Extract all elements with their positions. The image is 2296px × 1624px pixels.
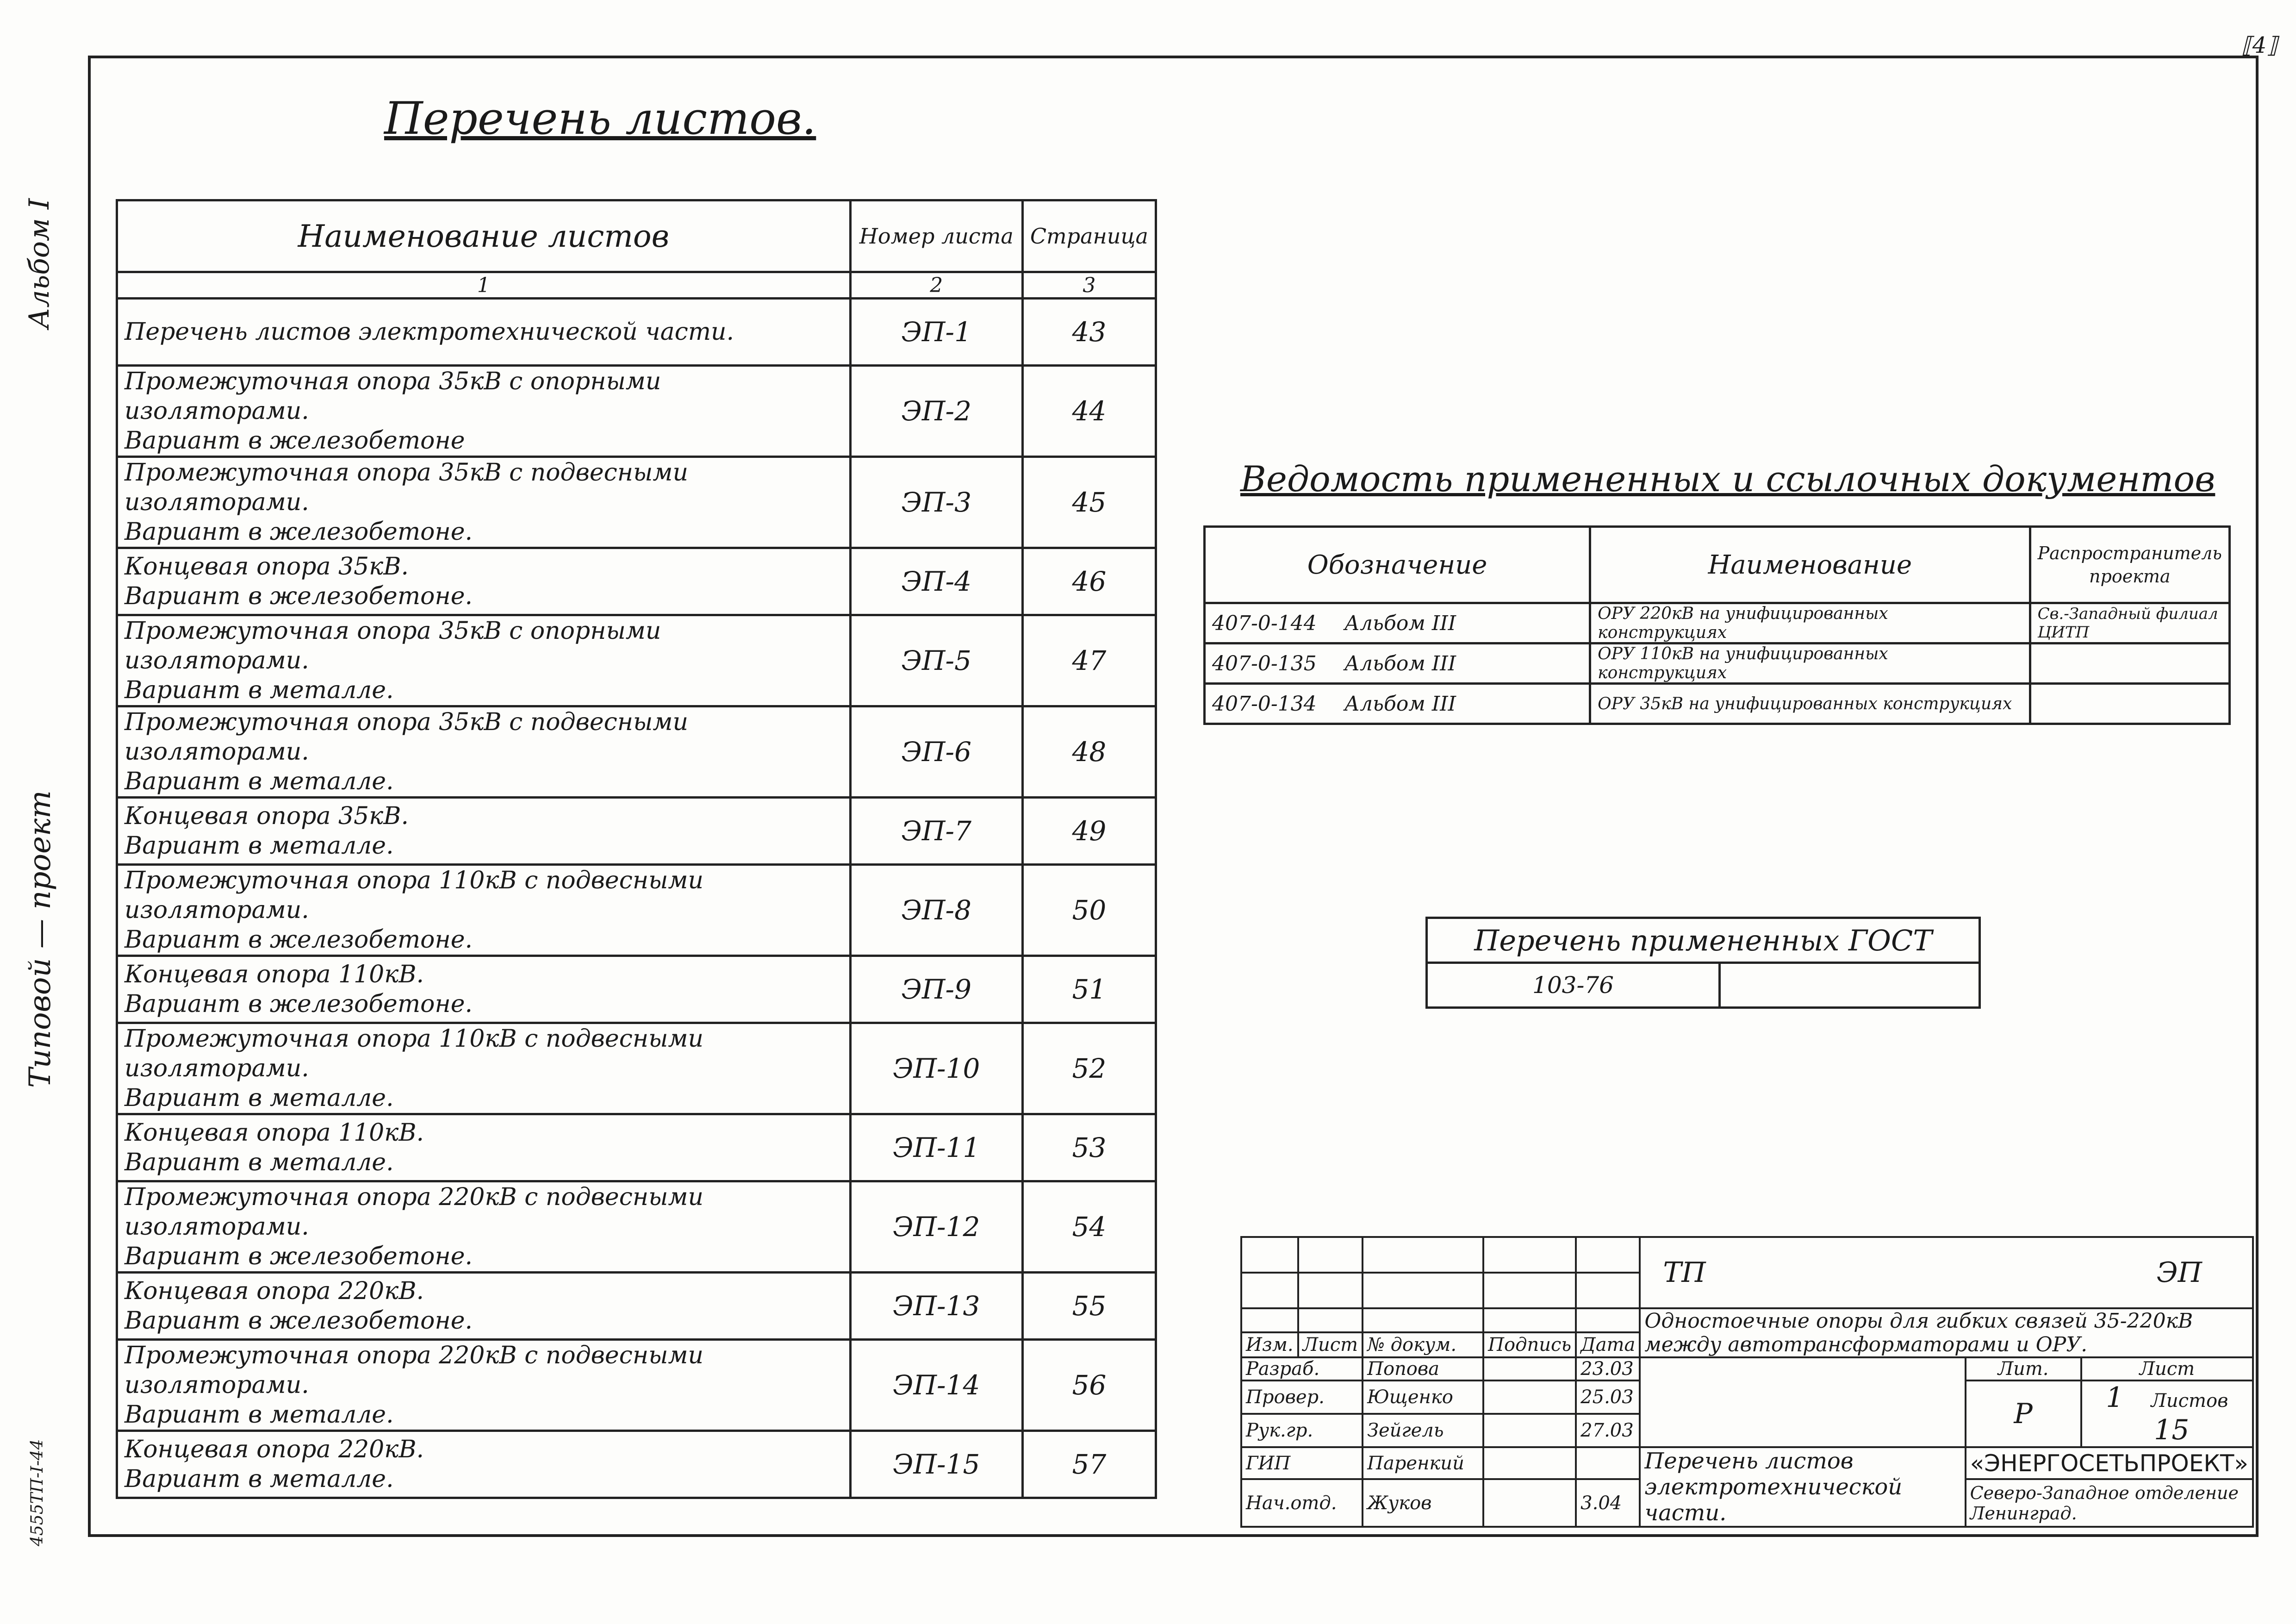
doc-album: Альбом III [1344, 692, 1456, 716]
staff-name: Ющенко [1363, 1380, 1483, 1414]
sheet-number: ЭП-13 [850, 1273, 1022, 1340]
margin-labels [23, 51, 65, 1546]
sheet-name-line1: Промежуточная опора 35кВ с подвесными изоляторами. [124, 459, 688, 516]
doc-row [1205, 603, 2230, 643]
staff-date: 25.03 [1576, 1380, 1640, 1414]
sheets-table [116, 199, 1157, 1499]
sheet-row [117, 706, 1156, 798]
sheet-name-line1: Концевая опора 35кВ. [124, 553, 409, 581]
sheet-name-line2: Вариант в металле. [124, 676, 394, 704]
staff-name: Попова [1363, 1357, 1483, 1380]
gost-empty-cell [1720, 963, 1980, 1008]
staff-signature [1483, 1380, 1576, 1414]
doc-distributor [2030, 684, 2229, 724]
doc-row [1205, 684, 2230, 724]
code-label: 4555ТП-I-44 [28, 1439, 47, 1546]
sheet-name-line2: Вариант в железобетоне. [124, 990, 473, 1018]
docs-header-code: Обозначение [1205, 527, 1590, 603]
staff-signature [1483, 1414, 1576, 1447]
lit-label: Лит. [1966, 1357, 2081, 1380]
sheet-page: 52 [1022, 1023, 1156, 1114]
stamp-col-label: Подпись [1483, 1332, 1576, 1357]
doc-name: ОРУ 110кВ на унифицированных конструкциях [1590, 643, 2030, 684]
sheet-name [117, 956, 851, 1023]
gost-title: Перечень примененных ГОСТ [1427, 918, 1980, 963]
album-label: Альбом I [23, 198, 56, 329]
sheet-page: 46 [1022, 548, 1156, 615]
sheet-page: 48 [1022, 706, 1156, 798]
sheet-name-line1: Концевая опора 110кВ. [124, 961, 424, 988]
sheet-value [2081, 1380, 2253, 1447]
stamp-col-label: № докум. [1363, 1332, 1483, 1357]
sheet-page: 43 [1022, 299, 1156, 366]
page-title: Перечень листов. [384, 93, 816, 144]
header-page: Страница [1022, 200, 1156, 272]
staff-role: ГИП [1241, 1447, 1363, 1479]
sheet-row [117, 956, 1156, 1023]
corner-mark: ⟦4⟧ [2241, 32, 2277, 58]
sheet-name-line1: Промежуточная опора 110кВ с подвесными изоляторами. [124, 867, 704, 924]
staff-name: Паренкий [1363, 1447, 1483, 1479]
lit-value: Р [1966, 1380, 2081, 1447]
doc-row [1205, 643, 2230, 684]
sheet-row [117, 299, 1156, 366]
sheet-number: ЭП-7 [850, 798, 1022, 865]
staff-role: Рук.гр. [1241, 1414, 1363, 1447]
staff-date: 27.03 [1576, 1414, 1640, 1447]
doc-code: 407-0-144 [1212, 611, 1317, 635]
sheet-title: Перечень листов электротехнической части. [1640, 1447, 1965, 1527]
sheet-name-line2: Вариант в металле. [124, 1465, 394, 1493]
sheet-name-line1: Перечень листов электротехнической части. [124, 318, 734, 346]
org-branch: Северо-Западное отделение Ленинград. [1966, 1479, 2253, 1527]
sheet-page: 57 [1022, 1431, 1156, 1498]
stamp-code: ТП [1663, 1256, 1706, 1289]
sheet-name-line1: Концевая опора 110кВ. [124, 1119, 424, 1147]
doc-name: ОРУ 220кВ на унифицированных конструкциях [1590, 603, 2030, 643]
header-name: Наименование листов [117, 200, 851, 272]
sheet-number: ЭП-14 [850, 1340, 1022, 1431]
sheet-name-line2: Вариант в железобетоне. [124, 582, 473, 610]
sheet-name [117, 1431, 851, 1498]
staff-role: Нач.отд. [1241, 1479, 1363, 1527]
staff-signature [1483, 1479, 1576, 1527]
staff-name: Зейгель [1363, 1414, 1483, 1447]
staff-role: Разраб. [1241, 1357, 1363, 1380]
doc-code-cell [1205, 684, 1590, 724]
docs-table [1203, 525, 2231, 725]
doc-album: Альбом III [1344, 651, 1456, 675]
sheet-number: ЭП-5 [850, 615, 1022, 706]
staff-name: Жуков [1363, 1479, 1483, 1527]
title-block [1240, 1236, 2254, 1528]
sheet-row [117, 1273, 1156, 1340]
sheet-page: 44 [1022, 366, 1156, 457]
staff-date: 23.03 [1576, 1357, 1640, 1380]
doc-name: ОРУ 35кВ на унифицированных конструкциях [1590, 684, 2030, 724]
staff-date: 3.04 [1576, 1479, 1640, 1527]
sheet-name-line1: Концевая опора 220кВ. [124, 1436, 424, 1463]
sheet-page: 50 [1022, 865, 1156, 956]
sheet-number: ЭП-10 [850, 1023, 1022, 1114]
stamp-subject: Одностоечные опоры для гибких связей 35-220кВ между автотрансформаторами и ОРУ. [1640, 1308, 2253, 1357]
sheet-number: ЭП-8 [850, 865, 1022, 956]
sheet-name [117, 798, 851, 865]
sheet-page: 53 [1022, 1114, 1156, 1181]
sheet-page: 55 [1022, 1273, 1156, 1340]
sheet-name-line2: Вариант в металле. [124, 1084, 394, 1112]
doc-distributor: Св.-Западный филиал ЦИТП [2030, 603, 2229, 643]
sheet-name-line1: Промежуточная опора 220кВ с подвесными изоляторами. [124, 1183, 704, 1241]
stamp-col-label: Изм. [1241, 1332, 1298, 1357]
staff-signature [1483, 1357, 1576, 1380]
sheet-page: 56 [1022, 1340, 1156, 1431]
sheet-name-line2: Вариант в железобетоне. [124, 1243, 473, 1270]
sheet-number: ЭП-9 [850, 956, 1022, 1023]
sheet-name-line1: Концевая опора 220кВ. [124, 1277, 424, 1305]
docs-title: Ведомость примененных и ссылочных документов [1240, 458, 2215, 500]
sheets-count: 15 [2154, 1414, 2190, 1446]
doc-distributor [2030, 643, 2229, 684]
sheet-page: 45 [1022, 457, 1156, 548]
sheet-name-line1: Промежуточная опора 35кВ с подвесными изоляторами. [124, 708, 688, 766]
sheet-page: 49 [1022, 798, 1156, 865]
sheet-row [117, 1114, 1156, 1181]
sheet-label: Лист [2081, 1357, 2253, 1380]
stamp-part: ЭП [2156, 1256, 2202, 1289]
sheet-number: ЭП-11 [850, 1114, 1022, 1181]
sheet-row [117, 798, 1156, 865]
sheet-number: ЭП-1 [850, 299, 1022, 366]
sheet-name [117, 299, 851, 366]
sheet-name-line2: Вариант в железобетоне. [124, 1307, 473, 1335]
sheet-name [117, 1181, 851, 1273]
sheet-number: ЭП-15 [850, 1431, 1022, 1498]
sheet-number: ЭП-3 [850, 457, 1022, 548]
sheet-row [117, 1340, 1156, 1431]
sheet-row [117, 548, 1156, 615]
sheet-row [117, 865, 1156, 956]
doc-code: 407-0-134 [1212, 692, 1317, 716]
sheet-name [117, 706, 851, 798]
staff-role: Провер. [1241, 1380, 1363, 1414]
sheet-name-line1: Промежуточная опора 35кВ с опорными изоляторами. [124, 368, 661, 425]
sheet-row [117, 457, 1156, 548]
sheet-number: ЭП-6 [850, 706, 1022, 798]
sheet-row [117, 615, 1156, 706]
sheet-name-line2: Вариант в железобетоне. [124, 518, 473, 546]
sheet-name [117, 1114, 851, 1181]
sheet-name [117, 366, 851, 457]
sheet-number: 1 [2106, 1381, 2124, 1414]
gost-item: 103-76 [1427, 963, 1720, 1008]
sheet-number: ЭП-12 [850, 1181, 1022, 1273]
sheet-row [117, 1023, 1156, 1114]
col-num: 1 [117, 272, 851, 299]
gost-table [1425, 917, 1981, 1009]
sheet-name [117, 865, 851, 956]
sheet-name [117, 548, 851, 615]
sheet-page: 47 [1022, 615, 1156, 706]
sheet-name-line2: Вариант в железобетоне [124, 427, 465, 455]
sheet-name [117, 615, 851, 706]
project-label: Типовой — проект [23, 790, 57, 1088]
sheet-name-line2: Вариант в металле. [124, 832, 394, 860]
sheet-page: 51 [1022, 956, 1156, 1023]
doc-album: Альбом III [1344, 611, 1456, 635]
sheet-name-line2: Вариант в железобетоне. [124, 926, 473, 954]
sheet-name-line1: Концевая опора 35кВ. [124, 802, 409, 830]
sheet-name [117, 1340, 851, 1431]
doc-code-cell [1205, 603, 1590, 643]
staff-signature [1483, 1447, 1576, 1479]
sheet-name-line1: Промежуточная опора 35кВ с опорными изоляторами. [124, 617, 661, 675]
sheet-row [117, 1181, 1156, 1273]
sheet-page: 54 [1022, 1181, 1156, 1273]
stamp-col-label: Лист [1298, 1332, 1363, 1357]
sheet-name-line2: Вариант в металле. [124, 1401, 394, 1429]
sheet-number: ЭП-4 [850, 548, 1022, 615]
docs-header-name: Наименование [1590, 527, 2030, 603]
sheet-number: ЭП-2 [850, 366, 1022, 457]
col-num: 3 [1022, 272, 1156, 299]
sheet-name [117, 457, 851, 548]
docs-header-distributor: Распространитель проекта [2030, 527, 2229, 603]
doc-code-cell [1205, 643, 1590, 684]
header-number: Номер листа [850, 200, 1022, 272]
sheet-name [117, 1273, 851, 1340]
doc-code: 407-0-135 [1212, 651, 1317, 675]
sheet-name-line1: Промежуточная опора 110кВ с подвесными изоляторами. [124, 1025, 704, 1082]
sheets-label: Листов [2151, 1390, 2228, 1412]
org-name: «ЭНЕРГОСЕТЬПРОЕКТ» [1966, 1447, 2253, 1479]
sheet-row [117, 1431, 1156, 1498]
sheet-name-line2: Вариант в металле. [124, 1149, 394, 1176]
sheet-name [117, 1023, 851, 1114]
sheet-name-line1: Промежуточная опора 220кВ с подвесными изоляторами. [124, 1342, 704, 1399]
sheet-row [117, 366, 1156, 457]
sheet-name-line2: Вариант в металле. [124, 768, 394, 795]
stamp-col-label: Дата [1576, 1332, 1640, 1357]
staff-date [1576, 1447, 1640, 1479]
col-num: 2 [850, 272, 1022, 299]
